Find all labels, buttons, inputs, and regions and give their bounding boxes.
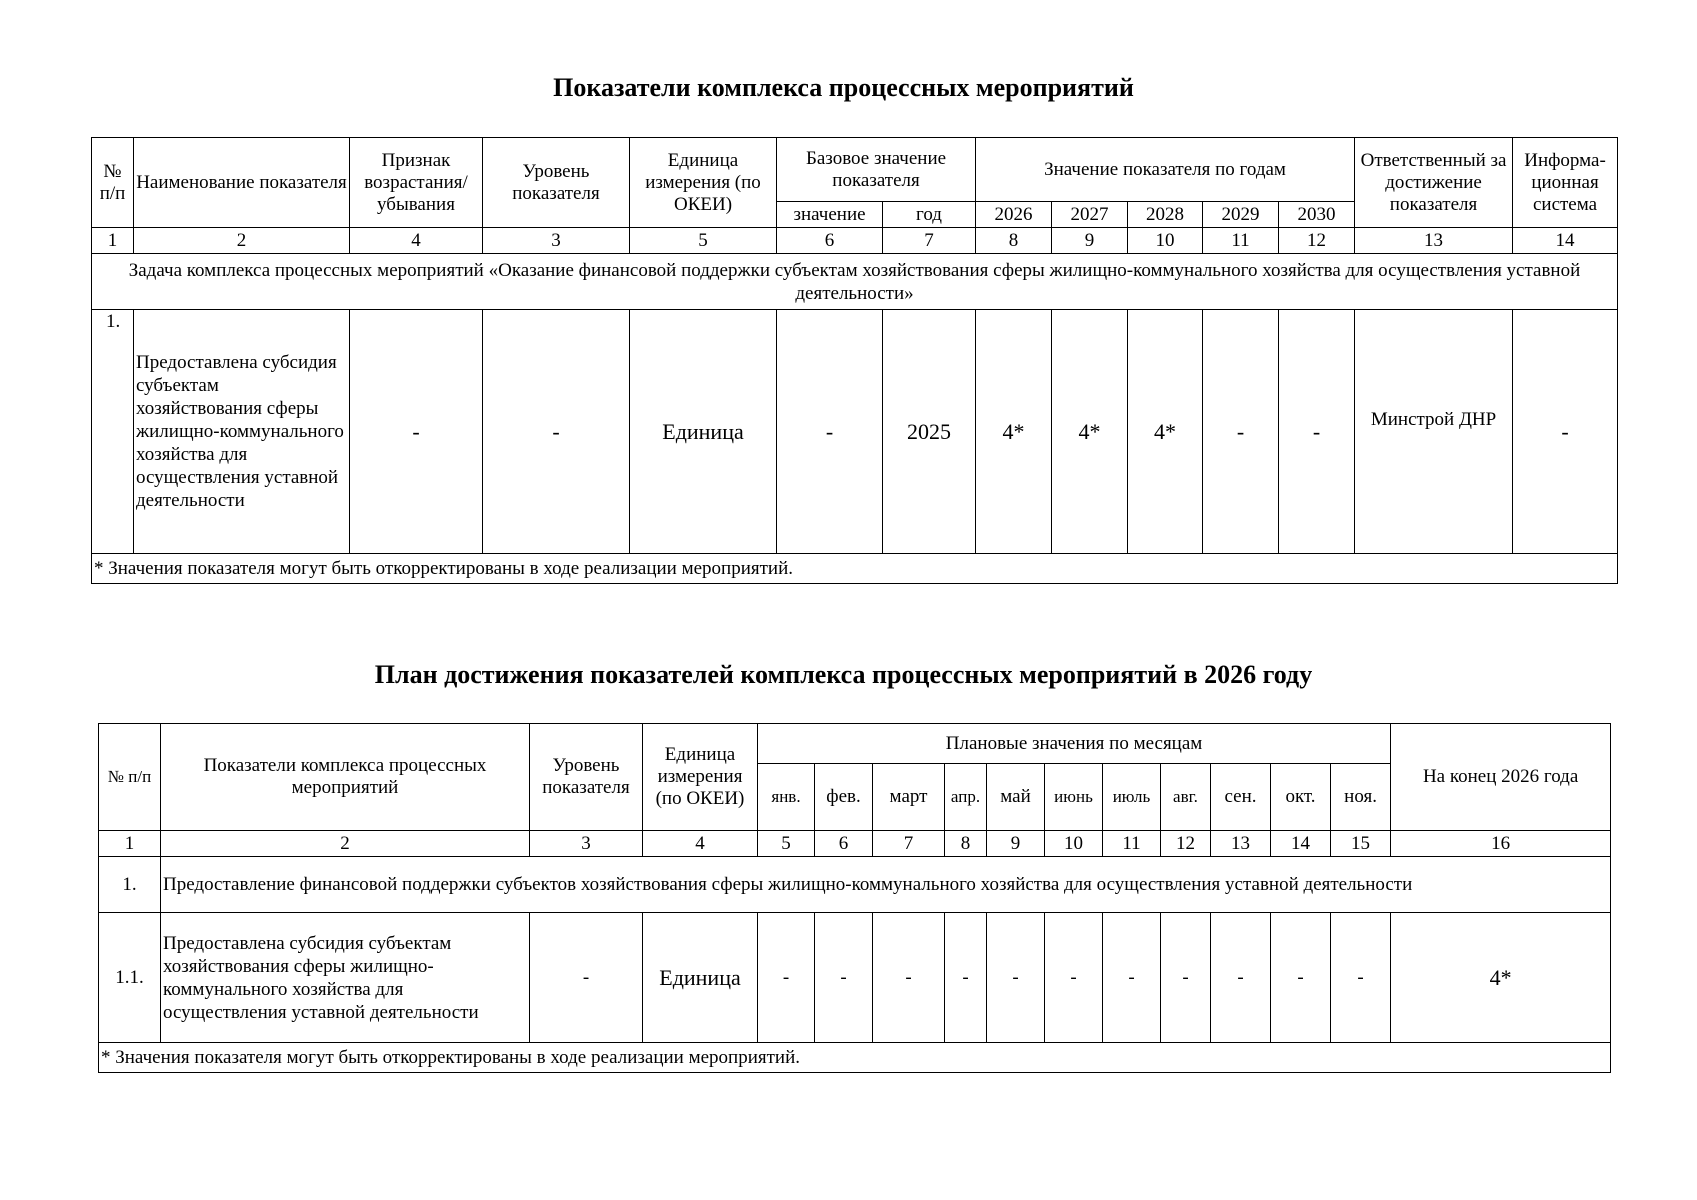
column-number: 4 xyxy=(643,831,758,857)
column-number: 6 xyxy=(815,831,873,857)
column-number: 14 xyxy=(1271,831,1331,857)
header-month: янв. xyxy=(758,764,815,831)
column-number: 5 xyxy=(758,831,815,857)
header-sign: Признак возрастания/ убывания xyxy=(350,138,483,228)
month-value: - xyxy=(873,913,945,1043)
month-value: - xyxy=(815,913,873,1043)
header-monthly: Плановые значения по месяцам xyxy=(758,724,1391,764)
header-month: фев. xyxy=(815,764,873,831)
header-year-end: На конец 2026 года xyxy=(1391,724,1611,831)
month-value: - xyxy=(1271,913,1331,1043)
column-number: 10 xyxy=(1128,228,1203,254)
month-value: - xyxy=(1045,913,1103,1043)
month-value: - xyxy=(1103,913,1161,1043)
indicator-base-value: - xyxy=(777,310,883,554)
column-number: 3 xyxy=(483,228,630,254)
header-month: апр. xyxy=(945,764,987,831)
header-month: май xyxy=(987,764,1045,831)
indicator-year-value: 4* xyxy=(1052,310,1128,554)
header-responsible: Ответственный за достижение показателя xyxy=(1355,138,1513,228)
header-year: 2028 xyxy=(1128,202,1203,228)
header-month: ноя. xyxy=(1331,764,1391,831)
year-end-value: 4* xyxy=(1391,913,1611,1043)
indicator-info-system: - xyxy=(1513,310,1618,554)
header-info-system: Информа-ционная система xyxy=(1513,138,1618,228)
indicator-level: - xyxy=(483,310,630,554)
header-num: № п/п xyxy=(99,724,161,831)
header-year: 2027 xyxy=(1052,202,1128,228)
column-number: 1 xyxy=(92,228,134,254)
section-row: Предоставление финансовой поддержки субъектов хозяйствования сферы жилищно-коммунального хозяйства для осуществления уставной деятельности xyxy=(161,857,1611,913)
month-value: - xyxy=(1331,913,1391,1043)
column-number: 2 xyxy=(134,228,350,254)
column-number: 6 xyxy=(777,228,883,254)
header-month: июнь xyxy=(1045,764,1103,831)
header-base: Базовое значение показателя xyxy=(777,138,976,202)
indicator-base-year: 2025 xyxy=(883,310,976,554)
indicator-name: Предоставлена субсидия субъектам хозяйствования сферы жилищно-коммунального хозяйства для осуществления уставной деятельности xyxy=(161,913,530,1043)
header-month: авг. xyxy=(1161,764,1211,831)
column-number: 15 xyxy=(1331,831,1391,857)
header-base-year: год xyxy=(883,202,976,228)
column-number: 9 xyxy=(987,831,1045,857)
header-unit: Единица измерения (по ОКЕИ) xyxy=(630,138,777,228)
column-number: 9 xyxy=(1052,228,1128,254)
column-number: 4 xyxy=(350,228,483,254)
header-num: № п/п xyxy=(92,138,134,228)
month-value: - xyxy=(945,913,987,1043)
section-num: 1. xyxy=(99,857,161,913)
header-year: 2030 xyxy=(1279,202,1355,228)
indicator-sign: - xyxy=(350,310,483,554)
column-number: 5 xyxy=(630,228,777,254)
indicator-year-value: - xyxy=(1203,310,1279,554)
footnote: * Значения показателя могут быть откорректированы в ходе реализации мероприятий. xyxy=(99,1043,1611,1073)
header-level: Уровень показателя xyxy=(483,138,630,228)
header-level: Уровень показателя xyxy=(530,724,643,831)
table2-title: План достижения показателей комплекса процессных мероприятий в 2026 году xyxy=(374,660,1313,689)
column-number: 12 xyxy=(1161,831,1211,857)
column-number: 11 xyxy=(1203,228,1279,254)
row-num: 1.1. xyxy=(99,913,161,1043)
column-number: 1 xyxy=(99,831,161,857)
indicator-responsible: Минстрой ДНР xyxy=(1355,310,1513,554)
header-values-by-year: Значение показателя по годам xyxy=(976,138,1355,202)
column-number: 13 xyxy=(1355,228,1513,254)
column-number: 8 xyxy=(976,228,1052,254)
header-name: Наименование показателя xyxy=(134,138,350,228)
column-number: 2 xyxy=(161,831,530,857)
indicator-year-value: - xyxy=(1279,310,1355,554)
column-number: 14 xyxy=(1513,228,1618,254)
indicator-year-value: 4* xyxy=(1128,310,1203,554)
month-value: - xyxy=(987,913,1045,1043)
indicators-table xyxy=(91,137,1618,584)
column-number: 7 xyxy=(883,228,976,254)
column-number: 8 xyxy=(945,831,987,857)
header-month: сен. xyxy=(1211,764,1271,831)
column-number: 12 xyxy=(1279,228,1355,254)
column-number: 16 xyxy=(1391,831,1611,857)
indicator-level: - xyxy=(530,913,643,1043)
table1-title: Показатели комплекса процессных мероприятий xyxy=(553,73,1134,102)
header-month: март xyxy=(873,764,945,831)
header-name: Показатели комплекса процессных мероприятий xyxy=(161,724,530,831)
header-year: 2029 xyxy=(1203,202,1279,228)
header-year: 2026 xyxy=(976,202,1052,228)
month-value: - xyxy=(1211,913,1271,1043)
plan-table xyxy=(98,723,1611,1073)
indicator-unit: Единица xyxy=(643,913,758,1043)
header-month: окт. xyxy=(1271,764,1331,831)
row-num: 1. xyxy=(92,310,134,554)
column-number: 7 xyxy=(873,831,945,857)
header-base-value: значение xyxy=(777,202,883,228)
header-unit: Единица измерения (по ОКЕИ) xyxy=(643,724,758,831)
month-value: - xyxy=(758,913,815,1043)
footnote: * Значения показателя могут быть откорректированы в ходе реализации мероприятий. xyxy=(92,554,1618,584)
header-month: июль xyxy=(1103,764,1161,831)
month-value: - xyxy=(1161,913,1211,1043)
column-number: 3 xyxy=(530,831,643,857)
column-number: 11 xyxy=(1103,831,1161,857)
column-number: 10 xyxy=(1045,831,1103,857)
column-number: 13 xyxy=(1211,831,1271,857)
task-row: Задача комплекса процессных мероприятий «Оказание финансовой поддержки субъектам хозяйствования сферы жилищно-коммунального хозяйства для осуществления уставной деятельности» xyxy=(92,254,1618,310)
indicator-year-value: 4* xyxy=(976,310,1052,554)
indicator-name: Предоставлена субсидия субъектам хозяйствования сферы жилищно-коммунального хозяйства для осуществления уставной деятельности xyxy=(134,310,350,554)
indicator-unit: Единица xyxy=(630,310,777,554)
